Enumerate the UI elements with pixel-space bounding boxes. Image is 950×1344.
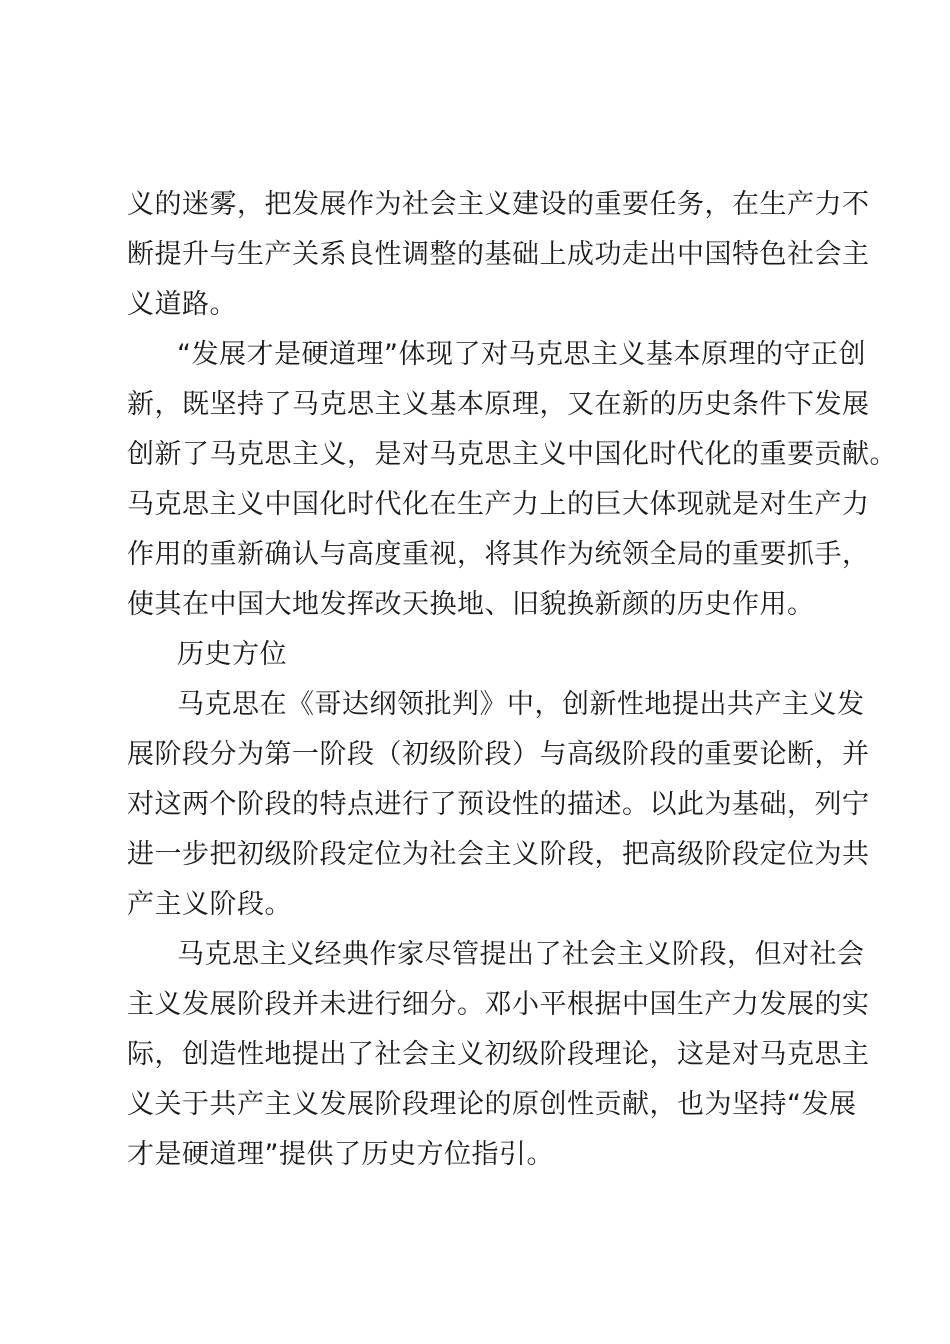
paragraph-1-line-3: 义道路。 (127, 289, 237, 320)
paragraph-3-line-4: 进一步把初级阶段定位为社会主义阶段，把高级阶段定位为共 (127, 839, 870, 870)
paragraph-1-line-2: 断提升与生产关系良性调整的基础上成功走出中国特色社会主 (127, 239, 870, 270)
paragraph-4-line-4: 义关于共产主义发展阶段理论的原创性贡献，也为坚持“发展 (127, 1089, 857, 1120)
paragraph-2-line-6: 使其在中国大地发挥改天换地、旧貌换新颜的历史作用。 (127, 589, 815, 620)
paragraph-2-line-3: 创新了马克思主义，是对马克思主义中国化时代化的重要贡献。 (127, 439, 897, 470)
paragraph-2-line-1: “发展才是硬道理”体现了对马克思主义基本原理的守正创 (177, 339, 866, 370)
paragraph-2-line-4: 马克思主义中国化时代化在生产力上的巨大体现就是对生产力 (127, 489, 870, 520)
section-heading: 历史方位 (177, 639, 287, 670)
paragraph-4-line-3: 际，创造性地提出了社会主义初级阶段理论，这是对马克思主 (127, 1039, 870, 1070)
paragraph-1-line-1: 义的迷雾，把发展作为社会主义建设的重要任务，在生产力不 (127, 189, 870, 220)
paragraph-3-line-5: 产主义阶段。 (127, 889, 292, 920)
paragraph-3-line-3: 对这两个阶段的特点进行了预设性的描述。以此为基础，列宁 (127, 789, 870, 820)
paragraph-3-line-2: 展阶段分为第一阶段（初级阶段）与高级阶段的重要论断，并 (127, 739, 870, 770)
paragraph-4-line-5: 才是硬道理”提供了历史方位指引。 (127, 1139, 554, 1170)
paragraph-4-line-1: 马克思主义经典作家尽管提出了社会主义阶段，但对社会 (177, 939, 865, 970)
paragraph-2-line-5: 作用的重新确认与高度重视，将其作为统领全局的重要抓手， (127, 539, 870, 570)
paragraph-4-line-2: 主义发展阶段并未进行细分。邓小平根据中国生产力发展的实 (127, 989, 870, 1020)
paragraph-3-line-1: 马克思在《哥达纲领批判》中，创新性地提出共产主义发 (177, 689, 865, 720)
paragraph-2-line-2: 新，既坚持了马克思主义基本原理，又在新的历史条件下发展 (127, 389, 870, 420)
